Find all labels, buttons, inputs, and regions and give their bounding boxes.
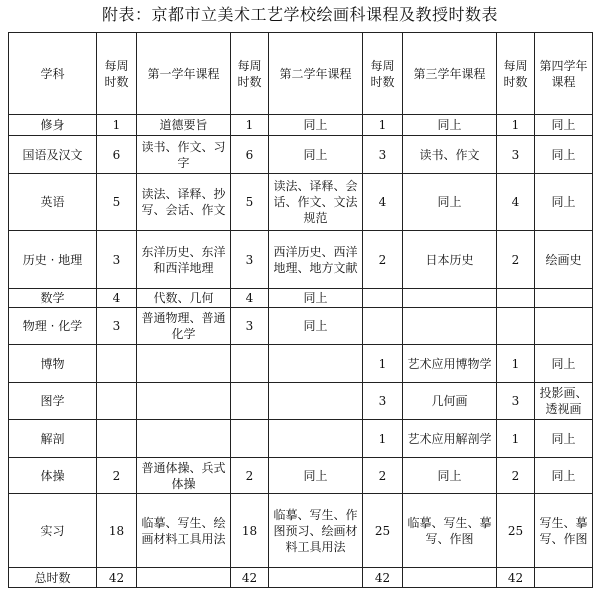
hours-cell (231, 345, 269, 383)
hours-cell: 2 (497, 231, 535, 289)
hours-cell (97, 383, 137, 420)
course-cell (269, 383, 363, 420)
hours-cell: 3 (231, 231, 269, 289)
course-cell: 投影画、透视画 (535, 383, 593, 420)
hours-cell: 18 (97, 494, 137, 568)
hours-cell: 1 (97, 115, 137, 136)
table-row (9, 494, 593, 568)
course-cell: 临摹、写生、摹写、作图 (403, 494, 497, 568)
hours-cell: 2 (97, 458, 137, 494)
course-cell: 普通物理、普通化学 (137, 308, 231, 345)
hours-cell: 1 (497, 420, 535, 458)
hours-cell (97, 420, 137, 458)
total-hours-cell: 42 (97, 568, 137, 588)
header-year4: 第四学年课程 (535, 33, 593, 115)
course-cell: 几何画 (403, 383, 497, 420)
course-cell (535, 289, 593, 308)
subject-cell: 实习 (9, 494, 97, 568)
empty-cell (269, 568, 363, 588)
hours-cell: 1 (497, 345, 535, 383)
course-cell: 同上 (269, 136, 363, 174)
course-cell: 同上 (403, 174, 497, 231)
hours-cell: 5 (231, 174, 269, 231)
course-cell: 临摹、写生、绘画材料工具用法 (137, 494, 231, 568)
total-hours-cell: 42 (231, 568, 269, 588)
table-row (9, 174, 593, 231)
total-row (9, 568, 593, 588)
hours-cell: 4 (363, 174, 403, 231)
hours-cell: 3 (97, 231, 137, 289)
course-cell (403, 308, 497, 345)
table-row (9, 115, 593, 136)
hours-cell: 1 (363, 115, 403, 136)
subject-cell: 数学 (9, 289, 97, 308)
hours-cell (231, 383, 269, 420)
hours-cell: 3 (97, 308, 137, 345)
subject-cell: 博物 (9, 345, 97, 383)
course-cell: 读法、译释、抄写、会话、作文 (137, 174, 231, 231)
hours-cell: 3 (497, 383, 535, 420)
total-hours-cell: 42 (363, 568, 403, 588)
header-year1: 第一学年课程 (137, 33, 231, 115)
course-cell: 读书、作文 (403, 136, 497, 174)
subject-cell: 英语 (9, 174, 97, 231)
hours-cell: 4 (497, 174, 535, 231)
hours-cell: 6 (231, 136, 269, 174)
course-cell: 同上 (535, 345, 593, 383)
hours-cell: 6 (97, 136, 137, 174)
table-row (9, 458, 593, 494)
course-cell: 绘画史 (535, 231, 593, 289)
course-cell: 艺术应用解剖学 (403, 420, 497, 458)
hours-cell (497, 308, 535, 345)
empty-cell (535, 568, 593, 588)
course-cell: 同上 (269, 115, 363, 136)
total-hours-cell: 42 (497, 568, 535, 588)
course-cell (269, 345, 363, 383)
course-cell: 日本历史 (403, 231, 497, 289)
subject-cell: 国语及汉文 (9, 136, 97, 174)
course-cell (137, 383, 231, 420)
course-cell: 普通体操、兵式体操 (137, 458, 231, 494)
hours-cell: 5 (97, 174, 137, 231)
course-cell: 东洋历史、东洋和西洋地理 (137, 231, 231, 289)
empty-cell (403, 568, 497, 588)
course-cell: 同上 (535, 136, 593, 174)
course-cell (403, 289, 497, 308)
table-row (9, 383, 593, 420)
subject-cell: 物理 · 化学 (9, 308, 97, 345)
table-row (9, 345, 593, 383)
hours-cell: 3 (363, 136, 403, 174)
table-row (9, 231, 593, 289)
hours-cell: 3 (497, 136, 535, 174)
header-hours-4: 每周时数 (497, 33, 535, 115)
hours-cell: 4 (231, 289, 269, 308)
hours-cell: 2 (363, 458, 403, 494)
course-cell (137, 345, 231, 383)
hours-cell: 1 (231, 115, 269, 136)
course-cell: 艺术应用博物学 (403, 345, 497, 383)
hours-cell: 2 (231, 458, 269, 494)
course-cell: 同上 (269, 458, 363, 494)
table-row (9, 136, 593, 174)
hours-cell: 25 (497, 494, 535, 568)
hours-cell: 2 (497, 458, 535, 494)
course-cell: 读书、作文、习字 (137, 136, 231, 174)
hours-cell: 1 (363, 420, 403, 458)
total-label: 总时数 (9, 568, 97, 588)
hours-cell: 1 (363, 345, 403, 383)
subject-cell: 图学 (9, 383, 97, 420)
subject-cell: 修身 (9, 115, 97, 136)
hours-cell (363, 308, 403, 345)
hours-cell (97, 345, 137, 383)
course-cell: 代数、几何 (137, 289, 231, 308)
course-cell: 同上 (535, 458, 593, 494)
table-row (9, 420, 593, 458)
course-cell: 同上 (403, 115, 497, 136)
course-cell: 同上 (403, 458, 497, 494)
header-row (9, 33, 593, 115)
hours-cell: 2 (363, 231, 403, 289)
curriculum-table (8, 32, 593, 588)
course-cell (269, 420, 363, 458)
course-cell: 西洋历史、西洋地理、地方文献 (269, 231, 363, 289)
course-cell: 同上 (269, 308, 363, 345)
hours-cell: 4 (97, 289, 137, 308)
header-hours-1: 每周时数 (97, 33, 137, 115)
header-subject: 学科 (9, 33, 97, 115)
table-row (9, 308, 593, 345)
empty-cell (137, 568, 231, 588)
hours-cell: 3 (231, 308, 269, 345)
course-cell (535, 308, 593, 345)
course-cell: 写生、摹写、作图 (535, 494, 593, 568)
hours-cell: 1 (497, 115, 535, 136)
subject-cell: 体操 (9, 458, 97, 494)
subject-cell: 解剖 (9, 420, 97, 458)
header-year3: 第三学年课程 (403, 33, 497, 115)
hours-cell (363, 289, 403, 308)
hours-cell: 25 (363, 494, 403, 568)
course-cell: 读法、译释、会话、作文、文法规范 (269, 174, 363, 231)
subject-cell: 历史 · 地理 (9, 231, 97, 289)
course-cell (137, 420, 231, 458)
document-title: 附表：京都市立美术工艺学校绘画科课程及教授时数表 (101, 5, 498, 24)
course-cell: 同上 (535, 420, 593, 458)
header-year2: 第二学年课程 (269, 33, 363, 115)
hours-cell: 3 (363, 383, 403, 420)
hours-cell: 18 (231, 494, 269, 568)
header-hours-2: 每周时数 (231, 33, 269, 115)
hours-cell (231, 420, 269, 458)
course-cell: 道德要旨 (137, 115, 231, 136)
course-cell: 同上 (535, 174, 593, 231)
hours-cell (497, 289, 535, 308)
table-row (9, 289, 593, 308)
course-cell: 同上 (269, 289, 363, 308)
header-hours-3: 每周时数 (363, 33, 403, 115)
course-cell: 临摹、写生、作图预习、绘画材料工具用法 (269, 494, 363, 568)
course-cell: 同上 (535, 115, 593, 136)
